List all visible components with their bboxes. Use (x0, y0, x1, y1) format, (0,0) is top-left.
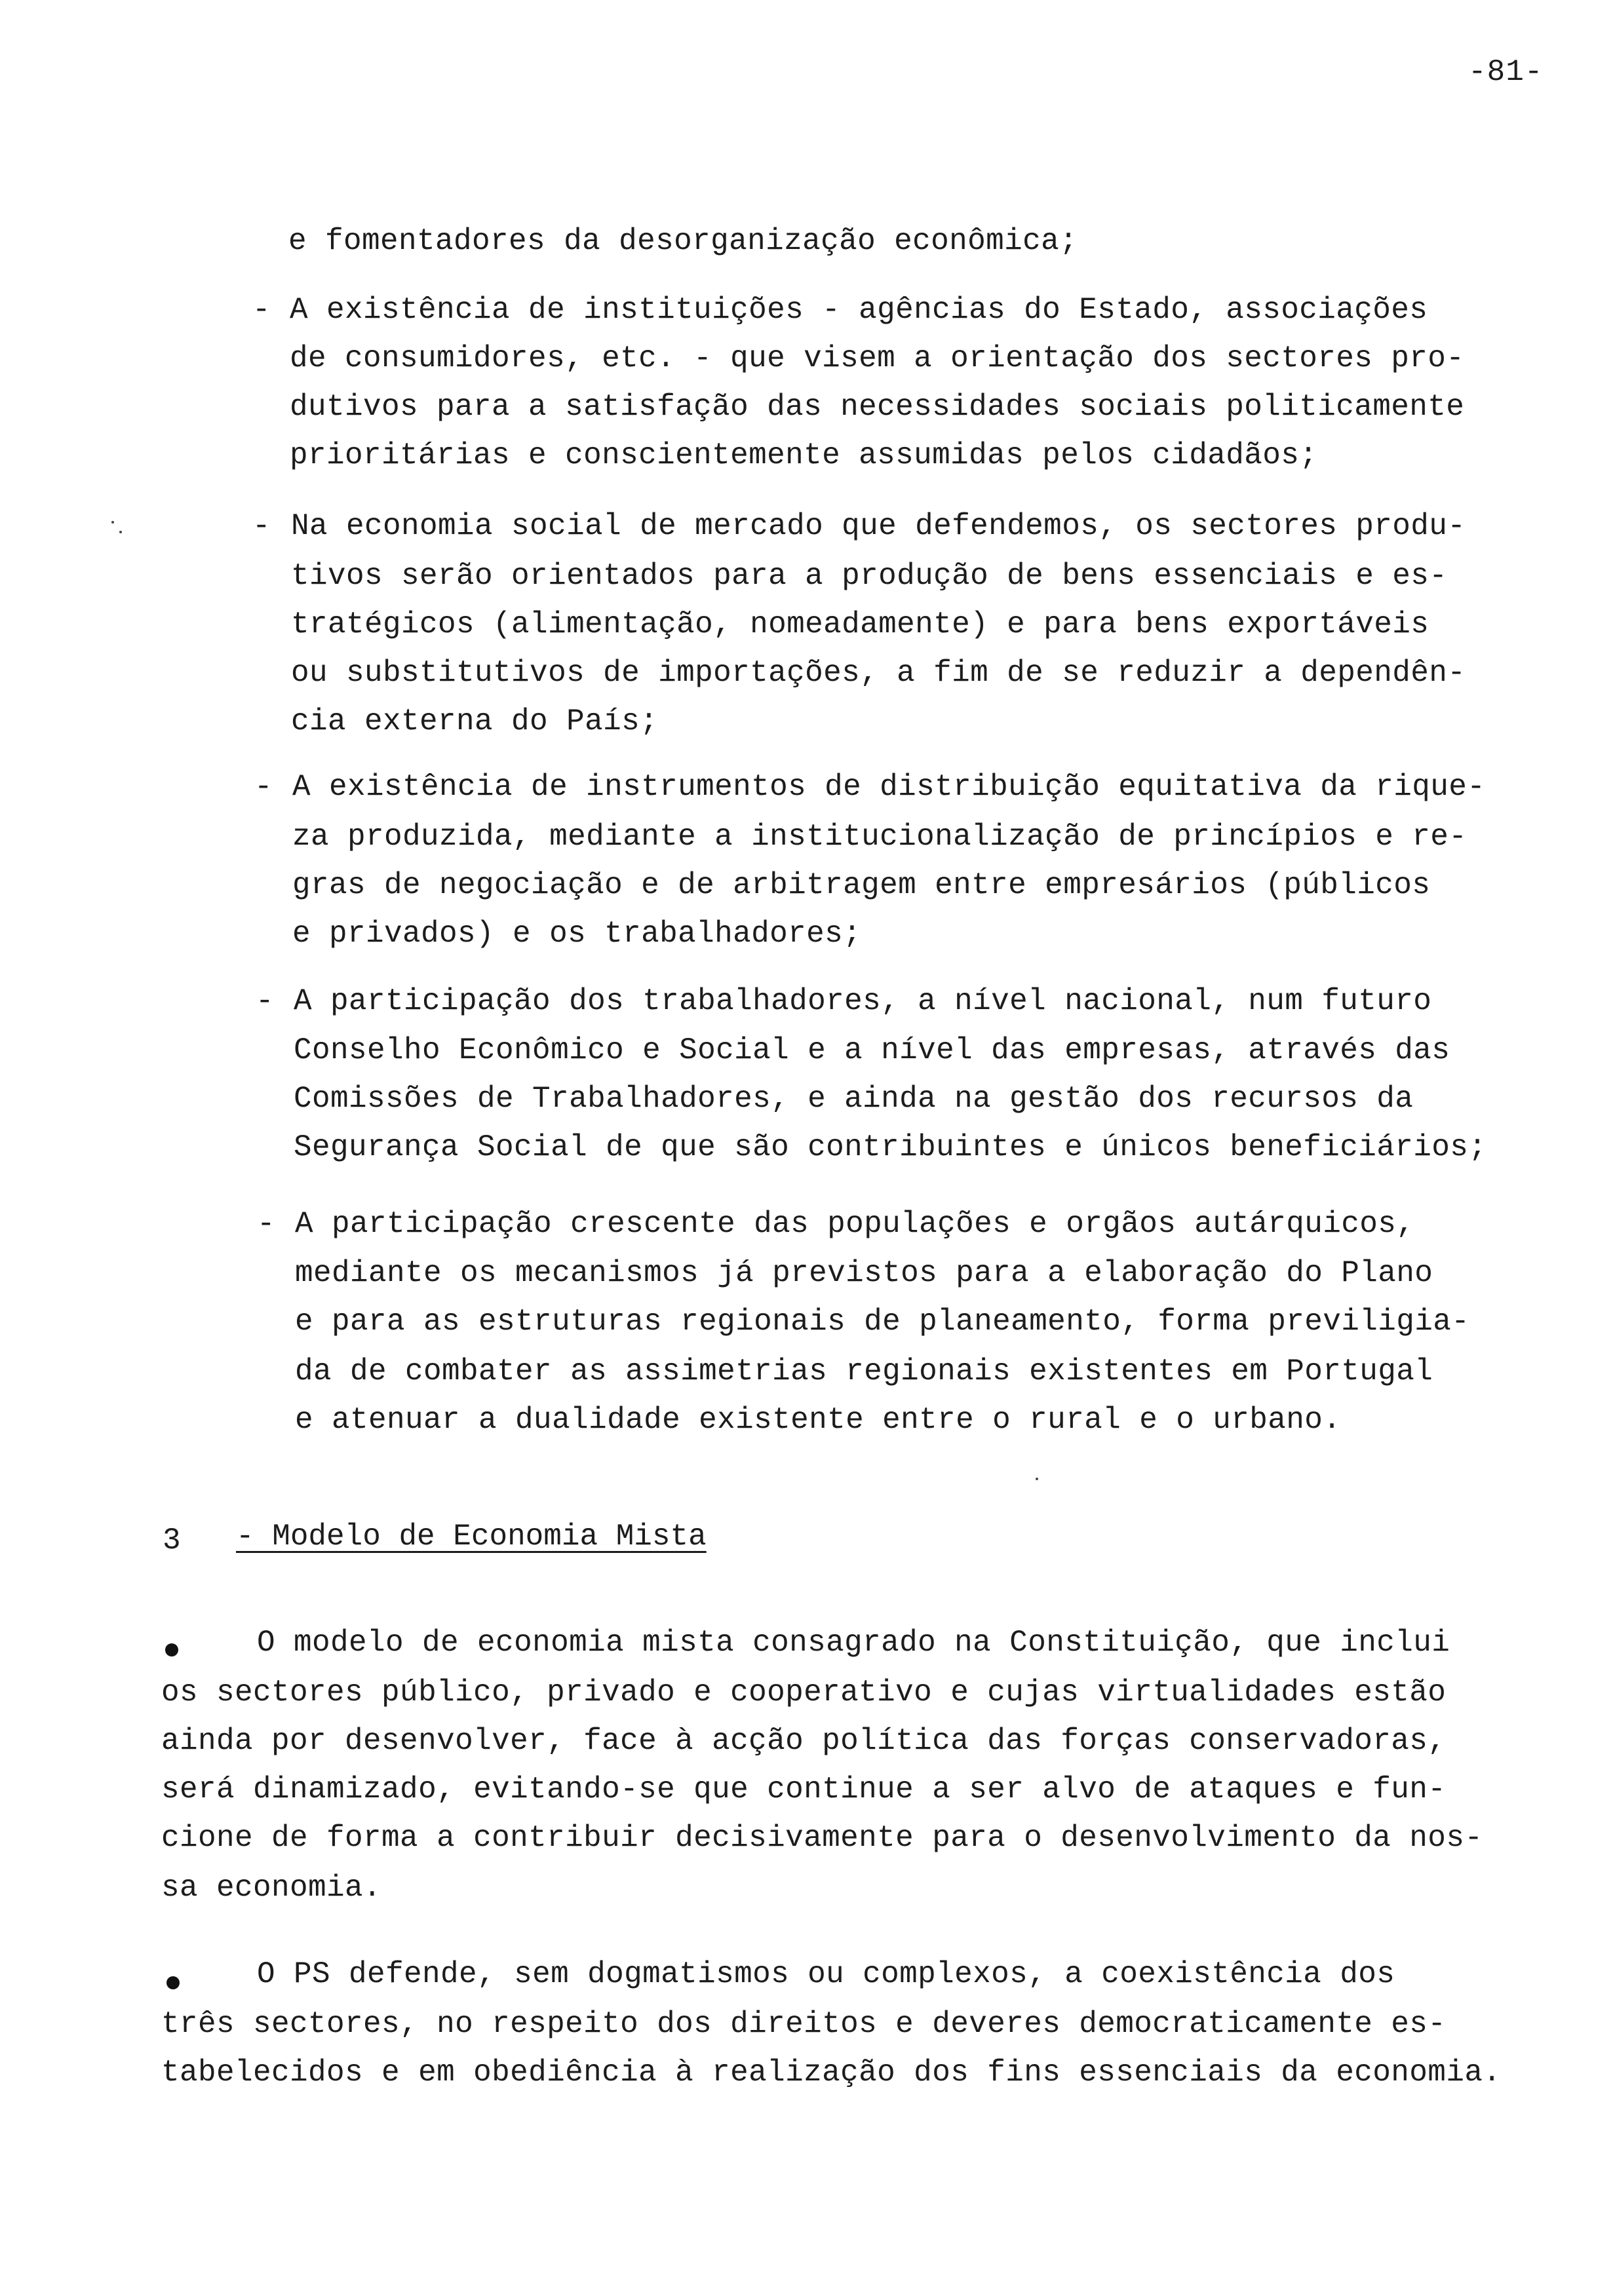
list-item-line: tivos serão orientados para a produção de bens essenciais e es- (291, 559, 1448, 593)
list-item-line: tratégicos (alimentação, nomeadamente) e para bens exportáveis (291, 607, 1430, 641)
list-item-line: A existência de instituições - agências do Estado, associações (290, 293, 1428, 327)
paragraph-line: os sectores público, privado e cooperativo e cujas virtualidades estão (161, 1675, 1447, 1710)
paragraph-bullet (166, 1976, 180, 1989)
list-item-line: ou substitutivos de importações, a fim de se reduzir a dependên- (291, 656, 1466, 690)
list-dash-marker: - (252, 509, 271, 543)
page-number: -81- (1468, 55, 1544, 89)
list-item-line: za produzida, mediante a institucionalização de princípios e re- (292, 820, 1468, 854)
paragraph-line: O PS defende, sem dogmatismos ou complexos, a coexistência dos (257, 1957, 1395, 1991)
paragraph-line: ainda por desenvolver, face à acção política das forças conservadoras, (161, 1724, 1447, 1758)
list-item-line: A participação dos trabalhadores, a nível nacional, num futuro (294, 984, 1432, 1018)
list-item-line: dutivos para a satisfação das necessidades sociais politicamente (290, 390, 1465, 424)
paragraph-line: O modelo de economia mista consagrado na Constituição, que inclui (257, 1626, 1450, 1660)
list-item-line: prioritárias e conscientemente assumidas pelos cidadãos; (290, 438, 1318, 472)
section-number: 3 (163, 1523, 181, 1558)
list-dash-marker: - (257, 1207, 275, 1241)
list-item-continuation: e fomentadores da desorganização econômica; (288, 224, 1078, 258)
paragraph-line: tabelecidos e em obediência à realização dos fins essenciais da economia. (161, 2056, 1502, 2090)
scan-speck (119, 531, 122, 533)
list-item-line: Segurança Social de que são contribuintes e únicos beneficiários; (294, 1130, 1487, 1164)
scan-speck (111, 521, 114, 524)
paragraph-line: será dinamizado, evitando-se que continue a ser alvo de ataques e fun- (161, 1772, 1447, 1807)
list-item-line: e para as estruturas regionais de planeamento, forma previligia- (295, 1305, 1470, 1339)
list-item-line: e atenuar a dualidade existente entre o rural e o urbano. (295, 1403, 1342, 1437)
list-item-line: mediante os mecanismos já previstos para a elaboração do Plano (295, 1256, 1433, 1290)
paragraph-line: cione de forma a contribuir decisivamente para o desenvolvimento da nos- (161, 1821, 1483, 1855)
section-title: - Modelo de Economia Mista (236, 1520, 707, 1554)
list-item-line: de consumidores, etc. - que visem a orientação dos sectores pro- (290, 341, 1465, 375)
scan-speck (1036, 1478, 1038, 1480)
list-item-line: Conselho Econômico e Social e a nível das empresas, através das (294, 1033, 1450, 1067)
list-item-line: e privados) e os trabalhadores; (292, 917, 862, 951)
list-item-line: Na economia social de mercado que defendemos, os sectores produ- (291, 509, 1466, 543)
list-item-line: gras de negociação e de arbitragem entre empresários (públicos (292, 868, 1431, 902)
list-dash-marker: - (252, 293, 271, 327)
paragraph-line: sa economia. (161, 1871, 382, 1905)
list-item-line: A participação crescente das populações e orgãos autárquicos, (295, 1207, 1415, 1241)
paragraph-bullet (165, 1643, 178, 1656)
paragraph-line: três sectores, no respeito dos direitos e deveres democraticamente es- (161, 2007, 1447, 2041)
list-dash-marker: - (254, 770, 273, 804)
list-item-line: cia externa do País; (291, 704, 659, 738)
list-item-line: Comissões de Trabalhadores, e ainda na gestão dos recursos da (294, 1082, 1414, 1116)
list-item-line: da de combater as assimetrias regionais existentes em Portugal (295, 1354, 1433, 1388)
list-dash-marker: - (256, 984, 274, 1018)
list-item-line: A existência de instrumentos de distribuição equitativa da rique- (292, 770, 1486, 804)
